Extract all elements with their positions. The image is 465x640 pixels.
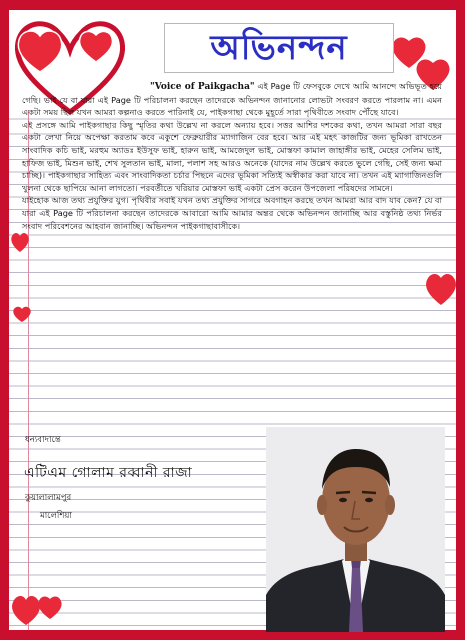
hearts-right-middle-icon — [426, 265, 456, 315]
place-country: মালেশিয়া — [40, 511, 72, 521]
page-title: অভিনন্দন — [210, 28, 348, 68]
lead-paragraph-text: এই Page টি ফেসবুকে দেখে আমি আনন্দে অভিভূত হয়ে গেছি। ভাই যে বা যারা এই Page টি পরিচালনা করছেন তাদেরকে অভিনন্দন জানানোর লোভটা সংবরণ করতে পারলাম না। এমন একটা সময় ছিল যখন আমরা কল্পনাও করতে পারিনাই যে, পাইকগাছা থেকে মুহূর্তে সারা পৃথিবীতে সংবাদ পৌঁছে যাবে। — [22, 81, 443, 118]
hearts-bottom-left-icon — [10, 585, 70, 630]
page-name-quote: "Voice of Paikgacha" — [150, 82, 255, 92]
title-box — [164, 23, 394, 73]
hearts-left-middle-icon — [10, 228, 36, 348]
letter-body — [22, 80, 442, 232]
thanks-text: ধন্যবাদান্তে — [25, 435, 61, 445]
signature-name: এটিএম গোলাম রব্বানী রাজা — [24, 465, 193, 481]
closing-paragraph: যাইহোক আজ তথ্য প্রযুক্তির যুগ। পৃথিবীর সবাই যখন তথ্য প্রযুক্তির সাগরে অবগাহন করছে তখন আমরা আর বাদ যাব কেন? যে বা যারা এই Page টি পরিচালনা করছেন তাদেরকে আবারো আমি আমার অন্তর থেকে অভিনন্দন জানাচ্ছি আর বস্তুনিষ্ঠ তথ্য নির্ভর সংবাদ পরিবেশনের আহবান জানাচ্ছি। অভিনন্দন পাইকগাছাবাসীকে। — [22, 195, 442, 231]
memory-paragraph: এই প্রসঙ্গে আমি পাইকগাছার কিছু স্মৃতির কথা উল্লেখ না করলে অন্যায় হবে। সত্তর আশির দশকের কথা, তখন আমরা সারা বছর একটা লেখা নিয়ে অপেক্ষা করতাম কবে একুশে ফেব্রুয়ারীর ম্যাগাজিন বের হবে। আর এই মহৎ কাজটির জন্য ভূমিকা রাখতেন সাংবাদিক কচি ভাই, মরহুম অ্যাডঃ ইউসুফ ভাই, হারুন ভাই, আমজেদুল ভাই, মোস্তফা কামাল জাহাঙ্গীর ভাই, মেহের সেলিম ভাই, হাফিজ ভাই, মিশুন ভাই, শেখ সুলতান ভাই, মালা, পলাশ সহ আরও অনেকে (যাদের নাম উল্লেখ করতে ভুলে গেছি, সেই জন্য ক্ষমা চাচ্ছি)। পাইকগাছার সাহিত্য এবং সাংবাদিকতা চর্চার পিছনে এদের ভূমিকা সত্যিই অস্বীকার করা যাবে না। তখন এই ম্যাগাজিনগুলি খুলনা থেকে ছাপিয়ে আনা লাগতো। পরবর্তীতে খরিয়ার মোস্তফা ভাই একটা প্রেস করেন উপজেলা পরিষদের সামনে। — [22, 119, 442, 193]
place-city: কুয়ালালামপুর — [25, 493, 72, 503]
portrait-illustration — [266, 427, 445, 632]
author-photo — [266, 427, 445, 632]
lead-paragraph — [22, 80, 442, 119]
